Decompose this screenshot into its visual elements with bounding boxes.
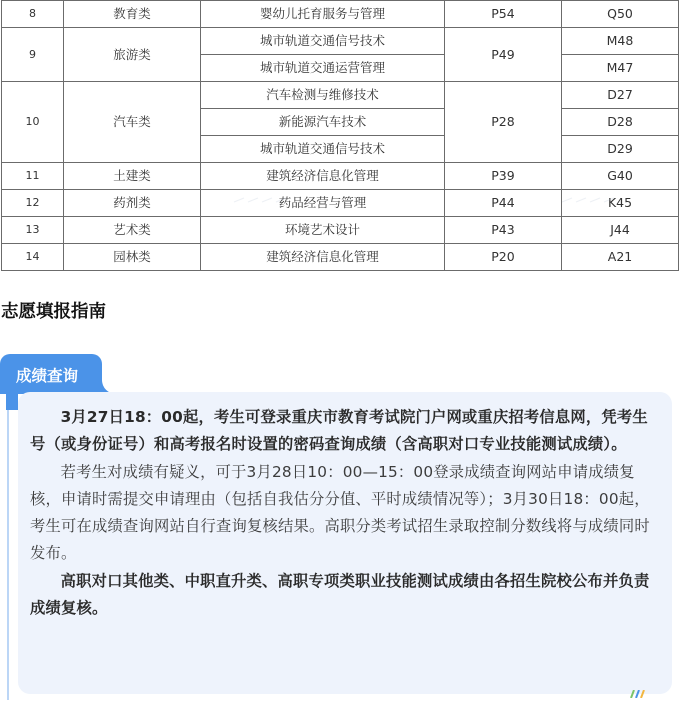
category-cell: 艺术类 — [64, 217, 201, 244]
major-code-cell: Q50 — [562, 1, 679, 28]
table-row — [2, 82, 679, 109]
paper-code-cell: P54 — [445, 1, 562, 28]
table-row — [2, 244, 679, 271]
row-number-cell: 8 — [2, 1, 64, 28]
major-code-cell: D28 — [562, 109, 679, 136]
paper-code-cell: P49 — [445, 28, 562, 82]
table-row — [2, 1, 679, 28]
corner-stripes-icon — [630, 690, 646, 698]
major-code-cell: G40 — [562, 163, 679, 190]
major-code-cell: M48 — [562, 28, 679, 55]
major-cell: 城市轨道交通运营管理 — [201, 55, 445, 82]
row-number-cell: 13 — [2, 217, 64, 244]
table-row — [2, 28, 679, 55]
row-number-cell: 11 — [2, 163, 64, 190]
paper-code-cell: P43 — [445, 217, 562, 244]
category-cell: 药剂类 — [64, 190, 201, 217]
watermark-icon — [232, 196, 288, 208]
card-content — [30, 404, 662, 622]
major-code-table — [1, 0, 679, 271]
row-number-cell: 14 — [2, 244, 64, 271]
major-cell: 环境艺术设计 — [201, 217, 445, 244]
major-cell: 汽车检测与维修技术 — [201, 82, 445, 109]
paper-code-cell: P39 — [445, 163, 562, 190]
major-cell: 婴幼儿托育服务与管理 — [201, 1, 445, 28]
major-code-cell: D27 — [562, 82, 679, 109]
table-row — [2, 217, 679, 244]
card-paragraph: 高职对口其他类、中职直升类、高职专项类职业技能测试成绩由各招生院校公布并负责成绩复核。 — [30, 571, 650, 618]
major-code-cell: K45 — [562, 190, 679, 217]
table-body — [2, 1, 679, 271]
category-cell: 教育类 — [64, 1, 201, 28]
category-cell: 园林类 — [64, 244, 201, 271]
card-paragraph: 若考生对成绩有疑义，可于3月28日10：00—15：00登录成绩查询网站申请成绩复核，申请时需提交申请理由（包括自我估分分值、平时成绩情况等）；3月30日18：00起，考生可在成绩查询网站自行查询复核结果。高职分类考试招生录取控制分数线将与成绩同时发布。 — [30, 462, 650, 563]
major-code-cell: M47 — [562, 55, 679, 82]
paper-code-cell: P20 — [445, 244, 562, 271]
major-cell: 城市轨道交通信号技术 — [201, 136, 445, 163]
section-title: 志愿填报指南 — [1, 302, 106, 322]
major-code-cell: A21 — [562, 244, 679, 271]
card-side-line — [7, 410, 9, 700]
category-cell: 汽车类 — [64, 82, 201, 163]
major-cell: 新能源汽车技术 — [201, 109, 445, 136]
category-cell: 旅游类 — [64, 28, 201, 82]
major-cell: 建筑经济信息化管理 — [201, 163, 445, 190]
paper-code-cell: P28 — [445, 82, 562, 163]
watermark-icon — [560, 196, 616, 208]
paper-code-cell: P44 — [445, 190, 562, 217]
major-code-cell: J44 — [562, 217, 679, 244]
table-row — [2, 163, 679, 190]
major-cell: 建筑经济信息化管理 — [201, 244, 445, 271]
category-cell: 土建类 — [64, 163, 201, 190]
card-tab-label: 成绩查询 — [16, 367, 79, 385]
row-number-cell: 10 — [2, 82, 64, 163]
row-number-cell: 12 — [2, 190, 64, 217]
tab-accent-bar — [6, 393, 18, 410]
card-paragraph: 3月27日18：00起，考生可登录重庆市教育考试院门户网或重庆招考信息网，凭考生号（或身份证号）和高考报名时设置的密码查询成绩（含高职对口专业技能测试成绩）。 — [30, 408, 648, 454]
major-cell: 城市轨道交通信号技术 — [201, 28, 445, 55]
major-cell: 药品经营与管理 — [201, 190, 445, 217]
row-number-cell: 9 — [2, 28, 64, 82]
major-code-cell: D29 — [562, 136, 679, 163]
